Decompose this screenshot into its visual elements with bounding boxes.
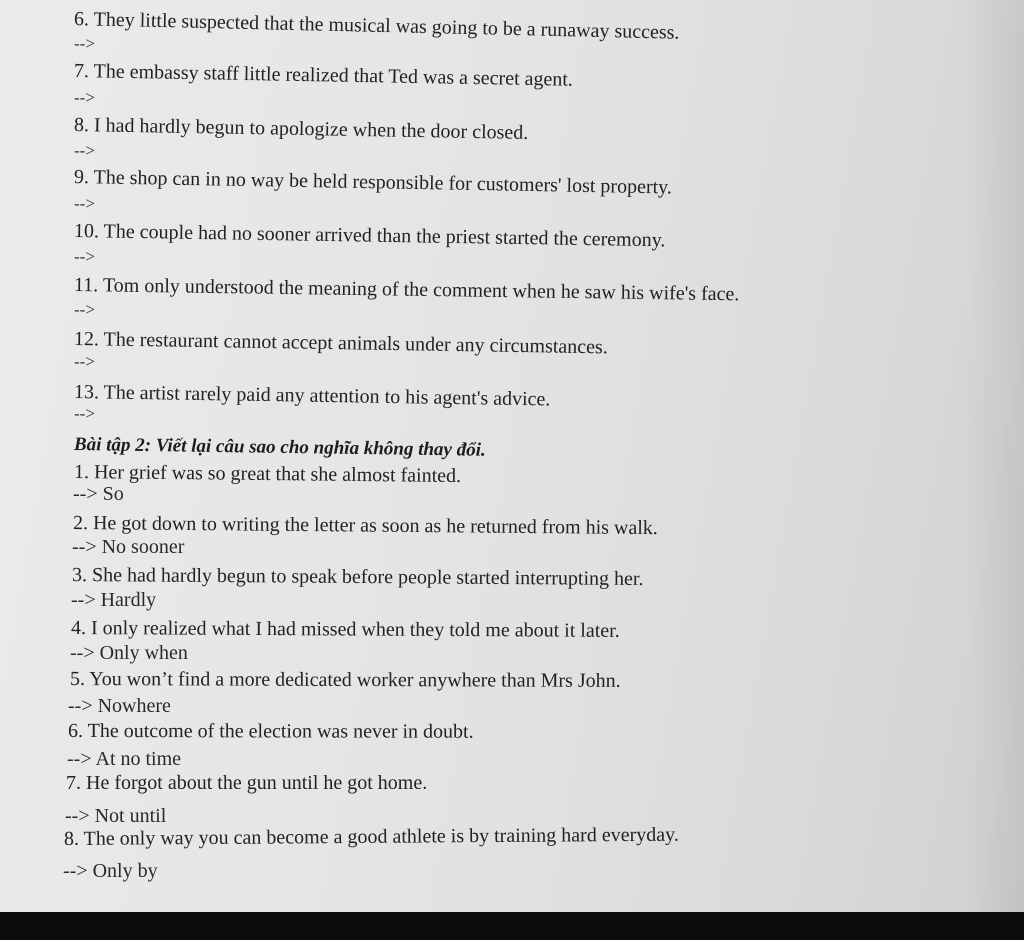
- ex2-question-text: The only way you can become a good athlete is by training hard everyday.: [83, 823, 679, 850]
- ex2-question-text: I only realized what I had missed when they told me about it later.: [90, 617, 620, 642]
- ex1-question-text: The shop can in no way be held responsible for customers' lost property.: [93, 166, 673, 199]
- ex2-question-text: You won’t find a more dedicated worker anywhere than Mrs John.: [89, 668, 621, 692]
- ex2-question-text: Her grief was so great that she almost fainted.: [93, 461, 462, 488]
- ex2-question-6: [68, 720, 474, 744]
- ex1-question-text: The embassy staff little realized that Ted was a secret agent.: [93, 60, 574, 91]
- ex2-question-text: The outcome of the election was never in doubt.: [87, 720, 474, 743]
- ex1-question-7: [74, 60, 573, 92]
- ex2-question-3: [72, 564, 644, 591]
- ex2-answer-2: --> No sooner: [72, 536, 185, 558]
- ex1-question-10: [74, 220, 666, 252]
- ex1-answer-13: -->: [74, 404, 95, 423]
- ex1-question-11: [74, 274, 740, 306]
- ex1-question-8: [74, 114, 529, 145]
- ex2-question-number: 7.: [66, 772, 81, 794]
- ex2-question-7: [66, 772, 427, 795]
- ex1-question-text: The artist rarely paid any attention to his agent's advice.: [103, 381, 551, 411]
- ex2-question-number: 2.: [72, 512, 89, 535]
- ex1-question-number: 6.: [73, 8, 90, 31]
- ex2-answer-6: --> At no time: [67, 748, 182, 770]
- ex1-answer-6: -->: [74, 34, 95, 53]
- ex2-question-text: He got down to writing the letter as soon as he returned from his walk.: [92, 512, 658, 540]
- ex1-answer-9: -->: [74, 194, 95, 213]
- ex2-question-5: [70, 668, 621, 693]
- ex1-answer-7: -->: [74, 88, 95, 107]
- ex1-question-number: 7.: [73, 60, 90, 83]
- ex2-question-number: 5.: [69, 668, 86, 691]
- exercise-2-heading: Bài tập 2: Viết lại câu sao cho nghĩa không thay đổi.: [73, 434, 486, 461]
- ex2-question-1: [74, 461, 461, 488]
- ex1-question-number: 11.: [73, 274, 99, 297]
- ex1-question-text: The restaurant cannot accept animals under any circumstances.: [103, 328, 608, 359]
- ex2-question-4: [71, 617, 620, 643]
- ex1-question-text: The couple had no sooner arrived than the priest started the ceremony.: [103, 220, 666, 252]
- ex1-question-number: 12.: [73, 328, 100, 351]
- ex1-question-13: [74, 381, 551, 411]
- ex1-question-number: 13.: [73, 381, 100, 404]
- ex2-question-text: He forgot about the gun until he got home.: [86, 772, 428, 794]
- ex2-question-number: 1.: [73, 461, 90, 484]
- ex1-question-9: [74, 166, 672, 199]
- ex2-question-number: 3.: [71, 564, 88, 587]
- ex2-question-number: 4.: [70, 617, 87, 640]
- ex1-question-text: They little suspected that the musical was going to be a runaway success.: [93, 8, 680, 44]
- ex1-answer-10: -->: [74, 247, 95, 266]
- ex1-question-text: I had hardly begun to apologize when the door closed.: [93, 114, 529, 144]
- ex2-answer-5: --> Nowhere: [68, 695, 171, 717]
- ex1-question-number: 9.: [73, 166, 90, 189]
- ex1-question-12: [74, 328, 608, 359]
- ex1-question-number: 8.: [73, 114, 90, 137]
- ex2-answer-4: --> Only when: [70, 642, 188, 664]
- bottom-background: [0, 912, 1024, 940]
- ex2-question-number: 6.: [67, 720, 84, 743]
- ex1-answer-8: -->: [74, 141, 95, 160]
- ex1-answer-12: -->: [74, 352, 95, 371]
- ex1-question-text: Tom only understood the meaning of the comment when he saw his wife's face.: [102, 274, 740, 306]
- ex2-answer-3: --> Hardly: [71, 589, 157, 611]
- ex1-question-number: 10.: [73, 220, 100, 243]
- ex2-question-number: 8.: [63, 827, 80, 850]
- ex2-question-text: She had hardly begun to speak before people started interrupting her.: [91, 564, 644, 590]
- ex2-question-8: [64, 824, 679, 851]
- page-shadow: [964, 0, 1024, 912]
- ex2-answer-7: --> Not until: [65, 805, 167, 827]
- ex2-answer-1: --> So: [73, 483, 124, 505]
- ex1-answer-11: -->: [74, 300, 95, 319]
- ex2-answer-8: --> Only by: [63, 860, 158, 882]
- ex1-question-6: [74, 8, 680, 45]
